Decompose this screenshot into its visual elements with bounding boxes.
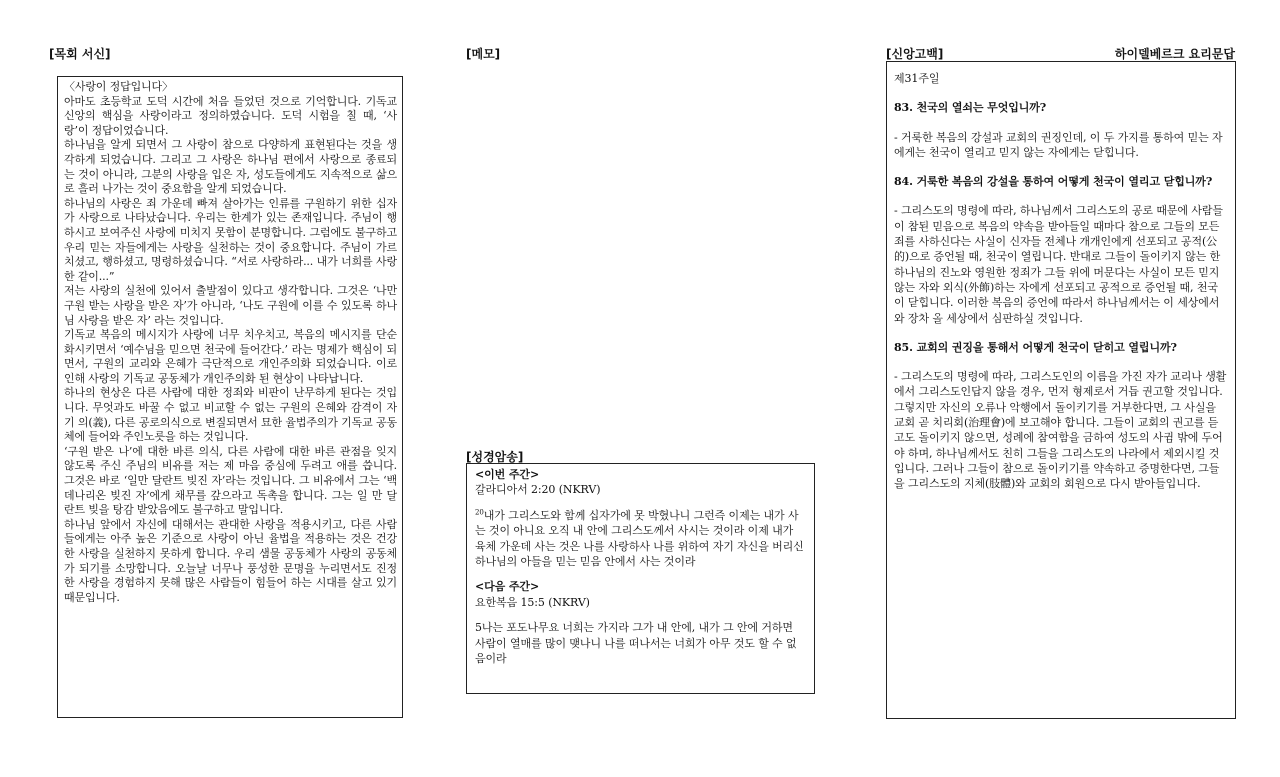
this-week-verse-text: 내가 그리스도와 함께 십자가에 못 박혔나니 그런즉 이제는 내가 사는 것이 아니요 오직 내 안에 그리스도께서 사시는 것이라 이제 내가 육체 가운데 사는 것은 나를 사랑하사 나를 위하여 자기 자신을 버리신 하나님의 아들을 믿는 믿음 안에서 사는 것이라 <box>475 508 804 569</box>
pastoral-letter-box <box>57 76 403 718</box>
memo-header: [메모] <box>466 47 501 61</box>
memorization-header: [성경암송] <box>466 450 524 464</box>
next-week-verse-text: 5나는 포도나무요 너희는 가지라 그가 내 안에, 내가 그 안에 거하면 사람이 열매를 많이 맺나니 나를 떠나서는 너희가 아무 것도 할 수 없음이라 <box>475 621 797 666</box>
letter-paragraph: ‘구원 받은 나’에 대한 바른 의식, 다른 사람에 대한 바른 관점을 잊지 않도록 주신 주님의 비유를 저는 제 마음 중심에 두려고 애를 씁니다. 그것은 바로 ‘일만 달란트 빚진 자’라는 것입니다. 그 비유에서 그는 ‘백 데나리온 빚진 자’에게 채무를 갚으라고 독촉을 합니다. 그는 일 만 달란트 빚을 탕감 받았음에도 불구하고 말입니다. <box>64 444 397 517</box>
catechism-title: 하이델베르크 요리문답 <box>1114 47 1235 61</box>
letter-paragraph: 아마도 초등학교 도덕 시간에 처음 들었던 것으로 기억합니다. 기독교 신앙의 핵심을 사랑이라고 정의하였습니다. 도덕 시험을 칠 때, ‘사랑’이 정답이었습니다. <box>64 94 397 137</box>
verse-number: 20 <box>475 508 484 517</box>
next-week-reference: 요한복음 15:5 (NKRV) <box>475 595 590 609</box>
catechism-box <box>886 61 1236 719</box>
letter-paragraph: 저는 사랑의 실천에 있어서 출발점이 있다고 생각합니다. 그것은 ‘나만 구원 받는 사랑을 받은 자’가 아니라, ‘나도 구원에 이를 수 있도록 하나님 사랑을 받은 자’ 라는 것입니다. <box>64 284 397 327</box>
catechism-answer-84: - 그리스도의 명령에 따라, 하나님께서 그리스도의 공로 때문에 사람들이 참된 믿음으로 복음의 약속을 받아들일 때마다 참으로 그들의 모든 죄를 사하신다는 사실이 신자들 전체나 개개인에게 선포되고 공적(公的)으로 증언될 때, 천국이 열립니다. 반대로 그들이 돌이키지 않는 한 하나님의 진노와 영원한 정죄가 그들 위에 머문다는 사실이 모든 믿지 않는 자와 외식(外飾)하는 자에게 선포되고 공적으로 증언될 때, 천국이 닫힙니다. 이러한 복음의 증언에 따라서 하나님께서는 이 세상에서와 장차 올 세상에서 심판하실 것입니다. <box>894 204 1223 325</box>
this-week-reference: 갈라디아서 2:20 (NKRV) <box>475 483 601 497</box>
this-week-label: <이번 주간> <box>475 468 540 481</box>
catechism-week: 제31주일 <box>894 72 940 85</box>
next-week-label: <다음 주간> <box>475 580 540 594</box>
catechism-question-84: 84. 거룩한 복음의 강설을 통하여 어떻게 천국이 열리고 닫힙니까? <box>894 175 1213 189</box>
letter-paragraph: 하나님을 알게 되면서 그 사랑이 참으로 다양하게 표현된다는 것을 생각하게 되었습니다. 그리고 그 사랑은 하나님 편에서 사랑으로 종료되는 것이 아니라, 그분의 사랑을 입은 자, 성도들에게도 지속적으로 삶으로 흘러 나가는 것이 중요함을 알게 되었습니다. <box>64 138 397 196</box>
this-week-verse <box>475 508 806 570</box>
pastoral-letter-header: [목회 서신] <box>49 47 111 61</box>
confession-header: [신앙고백] <box>886 47 944 61</box>
letter-paragraph: 하나님의 사랑은 죄 가운데 빠져 살아가는 인류를 구원하기 위한 십자가 사랑으로 나타났습니다. 우리는 한계가 있는 존재입니다. 주님이 행하시고 보여주신 사랑에 미치지 못함이 분명합니다. 그럼에도 불구하고 우리 믿는 자들에게는 사랑을 실천하는 것이 중요합니다. 주님이 가르치셨고, 행하셨고, 명령하셨습니다. “서로 사랑하라... 내가 너희를 사랑한 같이...” <box>64 196 397 283</box>
catechism-question-85: 85. 교회의 권징을 통해서 어떻게 천국이 닫히고 열립니까? <box>894 340 1177 354</box>
catechism-question-83: 83. 천국의 열쇠는 무엇입니까? <box>894 101 1047 115</box>
memorization-box <box>466 463 815 694</box>
letter-paragraph: 하나의 현상은 다른 사람에 대한 정죄와 비판이 난무하게 된다는 것입니다. 무엇과도 바꿀 수 없고 비교할 수 없는 구원의 은혜와 감격이 자기 의(義), 다른 공로의식으로 변질되면서 묘한 율법주의가 기독교 공동체에 들어와 주인노릇을 하는 것입니다. <box>64 386 397 444</box>
catechism-answer-83: - 거룩한 복음의 강설과 교회의 권징인데, 이 두 가지를 통하여 믿는 자에게는 천국이 열리고 믿지 않는 자에게는 닫힙니다. <box>894 130 1223 159</box>
letter-paragraph: 하나님 앞에서 자신에 대해서는 관대한 사랑을 적용시키고, 다른 사람들에게는 아주 높은 기준으로 사랑이 아닌 율법을 적용하는 것은 건강한 사랑을 실천하지 못하게 합니다. 우리 샘물 공동체가 사랑의 공동체가 되기를 소망합니다. 오늘날 너무나 풍성한 문명을 누리면서도 진정한 사랑을 경험하지 못해 많은 사람들이 힘들어 하는 시대를 살고 있기 때문입니다. <box>64 517 397 604</box>
catechism-answer-85: - 그리스도의 명령에 따라, 그리스도인의 이름을 가진 자가 교리나 생활에서 그리스도인답지 않을 경우, 먼저 형제로서 거듭 권고할 것입니다. 그렇지만 자신의 오류나 악행에서 돌이키기를 거부한다면, 그 사실을 교회 곧 치리회(治理會)에 보고해야 합니다. 그들이 교회의 권고를 듣고도 돌이키지 않으면, 성례에 참여함을 금하여 성도의 사귐 밖에 두어야 하며, 하나님께서도 친히 그들을 그리스도의 나라에서 제외시킬 것입니다. 그러나 그들이 참으로 돌이키기를 약속하고 증명한다면, 그들을 그리스도의 지체(肢體)와 교회의 회원으로 다시 받아들입니다. <box>894 370 1227 491</box>
letter-title: 〈사랑이 정답입니다〉 <box>64 80 173 93</box>
letter-paragraph: 기독교 복음의 메시지가 사랑에 너무 치우치고, 복음의 메시지를 단순화시키면서 ‘예수님을 믿으면 천국에 들어간다.’ 라는 명제가 핵심이 되면서, 구원의 교리와 은혜가 극단적으로 개인주의화 되었습니다. 이로 인해 사랑의 기독교 공동체가 개인주의화 된 현상이 나타납니다. <box>64 328 397 385</box>
